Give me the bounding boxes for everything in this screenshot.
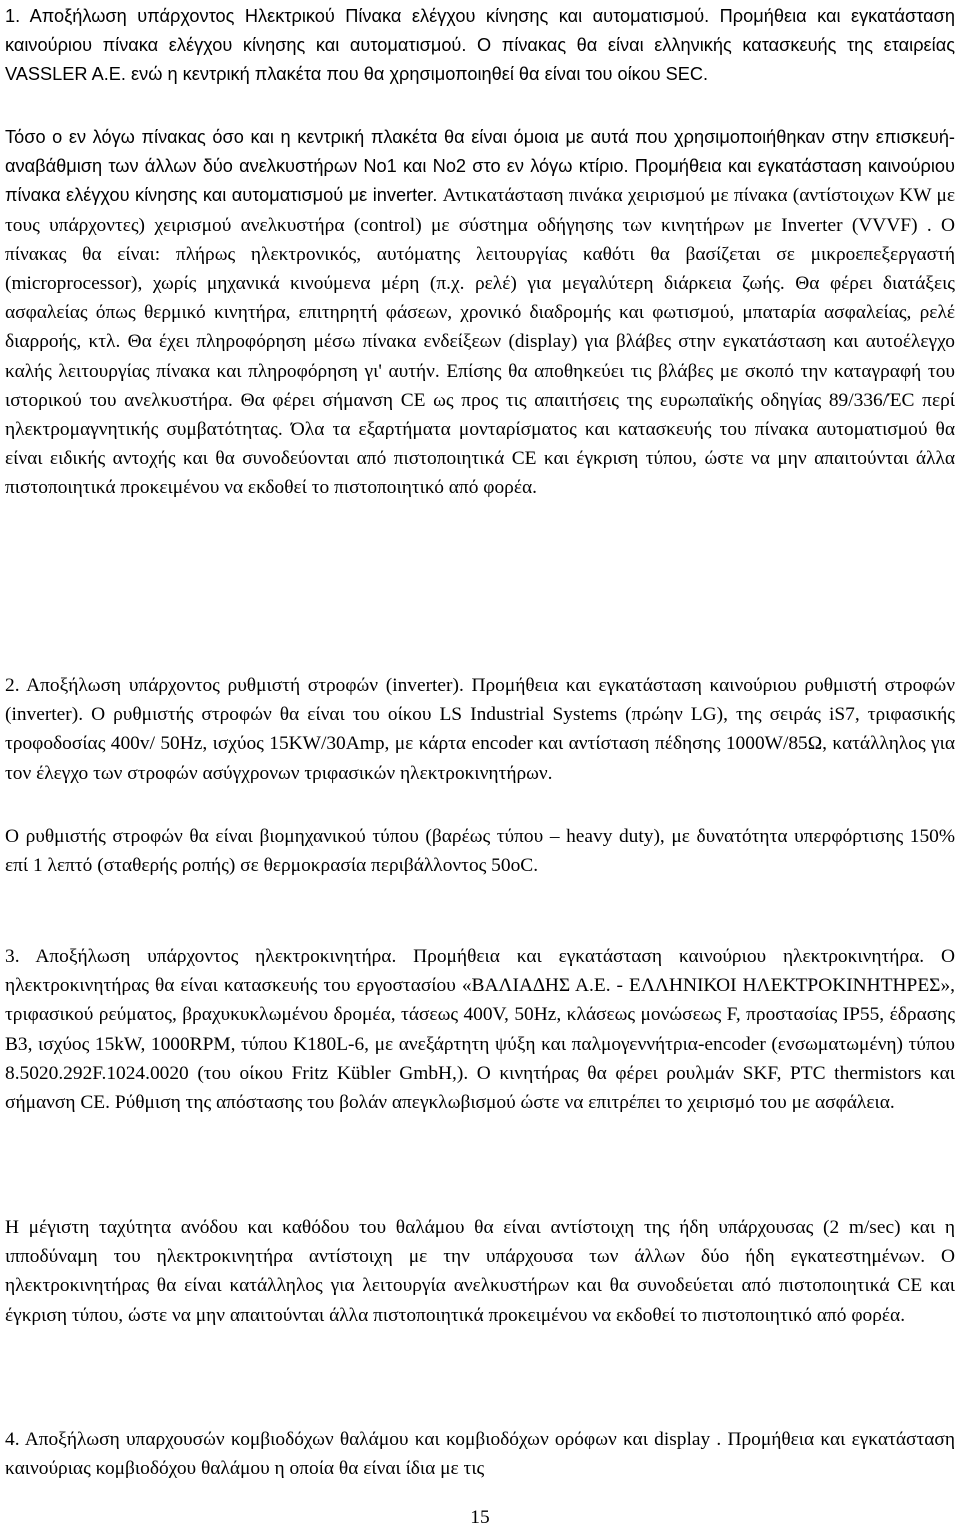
paragraph-2-text-b: Αντικατάσταση πινάκα χειρισμού με πίνακα (αντίστοιχων KW με τους υπάρχοντες) χειρισμού ανελκυστήρα (control) με σύστημα οδήγησης των κινητήρων με Inverter (VVVF) . Ο πίνακας θα είναι: πλήρως ηλεκτρονικός, αυτόματης λειτουργίας καθότι θα βασίζεται σε μικροεπεξεργαστή (microprocessor), χωρίς μηχανικά κινούμενα μέρη (π.χ. ρελέ) για μεγαλύτερη διάρκεια ζωής. Θα φέρει διατάξεις ασφαλείας όπως θερμικό κινητήρα, επιτηρητή φάσεων, χρονικό διαδρομής και φωτισμού, μπαταρία ασφαλείας, ρελέ διαρροής, κτλ. Θα έχει πληροφόρηση μέσω πίνακα ενδείξεων (display) για βλάβες στην εγκατάσταση και αυτοέλεγχο καλής λειτουργίας πίνακα και πληροφόρηση γι' αυτήν. Επίσης θα αποθηκεύει τις βλάβες με σκοπό την καταγραφή του ιστορικού του ανελκυστήρα. Θα φέρει σήμανση CE ως προς τις απαιτήσεις της ευρωπαϊκής οδηγίας 89/336/ΈC περί ηλεκτρομαγνητικής συμβατότητας. Όλα τα εξαρτήματα μονταρίσματος και κατασκευής του πίνακα αυτοματισμού θα είναι ειδικής αντοχής και θα συνοδεύονται από πιστοποιητικά CE και έγκριση τύπου, ώστε να μην απαιτούνται άλλα πιστοποιητικά προκειμένου να εκδοθεί το πιστοποιητικό από φορέα. xyxy=(5,185,955,499)
page-number: 15 xyxy=(470,1507,490,1528)
paragraph-5 xyxy=(5,942,955,1117)
paragraph-1 xyxy=(5,2,955,90)
paragraph-6-text: Η μέγιστη ταχύτητα ανόδου και καθόδου του θαλάμου θα είναι αντίστοιχη της ήδη υπάρχουσας (2 m/sec) και η ιπποδύναμη του ηλεκτροκινητήρα αντίστοιχη με την υπάρχουσα των άλλων δύο ήδη εγκατεστημένων. Ο ηλεκτροκινητήρας θα είναι κατάλληλος για λειτουργία ανελκυστήρων και θα συνοδεύεται από πιστοποιητικά CE και έγκριση τύπου, ώστε να μην απαιτούνται άλλα πιστοποιητικά προκειμένου να εκδοθεί το πιστοποιητικό από φορέα. xyxy=(5,1217,955,1326)
paragraph-6 xyxy=(5,1213,955,1330)
paragraph-1-text: 1. Αποξήλωση υπάρχοντος Ηλεκτρικού Πίνακα ελέγχου κίνησης και αυτοματισμού. Προμήθεια και εγκατάσταση καινούριου πίνακα ελέγχου κίνησης και αυτοματισμού. Ο πίνακας θα είναι ελληνικής κατασκευής της εταιρείας VASSLER A.E. ενώ η κεντρική πλακέτα που θα χρησιμοποιηθεί θα είναι του οίκου SEC. xyxy=(5,6,955,85)
paragraph-3-text: 2. Αποξήλωση υπάρχοντος ρυθμιστή στροφών (inverter). Προμήθεια και εγκατάσταση καινούριου ρυθμιστή στροφών (inverter). Ο ρυθμιστής στροφών θα είναι του οίκου LS Industrial Systems (πρώην LG), της σειράς iS7, τριφασικής τροφοδοσίας 400v/ 50Hz, ισχύος 15KW/30Amp, με κάρτα encoder και αντίσταση πέδησης 1000W/85Ω, κατάλληλος για τον έλεγχο των στροφών ασύγχρονων τριφασικών ηλεκτροκινητήρων. xyxy=(5,675,955,784)
paragraph-7-text: 4. Αποξήλωση υπαρχουσών κομβιοδόχων θαλάμου και κομβιοδόχων ορόφων και display . Προμήθεια και εγκατάσταση καινούριας κομβιοδόχου θαλάμου η οποία θα είναι ίδια με τις xyxy=(5,1429,955,1480)
paragraph-2 xyxy=(5,123,955,503)
paragraph-5-text: 3. Αποξήλωση υπάρχοντος ηλεκτροκινητήρα. Προμήθεια και εγκατάσταση καινούριου ηλεκτροκινητήρα. Ο ηλεκτροκινητήρας θα είναι κατασκευής του εργοστασίου «ΒΑΛΙΑ∆ΗΣ Α.Ε. - ΕΛΛΗΝΙΚΟΙ ΗΛΕΚΤΡΟΚΙΝΗΤΗΡΕΣ», τριφασικού ρεύματος, βραχυκυκλωμένου δρομέα, τάσεως 400V, 50Hz, κλάσεως μονώσεως F, προστασίας IP55, έδρασης B3, ισχύος 15kW, 1000RPM, τύπου K180L-6, με ανεξάρτητη ψύξη και παλμογεννήτρια-encoder (ενσωματωμένη) τύπου 8.5020.292F.1024.0020 (του οίκου Fritz Kübler GmbH,). Ο κινητήρας θα φέρει ρουλμάν SKF, PTC thermistors και σήμανση CE. Ρύθμιση της απόστασης του βολάν απεγκλωβισμού ώστε να επιτρέπει το χειρισμό του με ασφάλεια. xyxy=(5,946,955,1114)
paragraph-4-text: Ο ρυθμιστής στροφών θα είναι βιομηχανικού τύπου (βαρέως τύπου – heavy duty), με δυνατότητα υπερφόρτισης 150% επί 1 λεπτό (σταθερής ροπής) σε θερμοκρασία περιβάλλοντος 50oC. xyxy=(5,826,955,877)
paragraph-7 xyxy=(5,1425,955,1483)
paragraph-3 xyxy=(5,671,955,788)
paragraph-2-text-a: Τόσο ο εν λόγω πίνακας όσο και η κεντρική πλακέτα θα είναι όμοια με αυτά που χρησιμοποιήθηκαν στην επισκευή-αναβάθμιση των άλλων δύο ανελκυστήρων Νο1 και Νο2 στο εν λόγω κτίριο. Προμήθεια και εγκατάσταση καινούριου πίνακα ελέγχου κίνησης και αυτοματισμού με inverter. xyxy=(5,127,955,206)
paragraph-4 xyxy=(5,822,955,880)
